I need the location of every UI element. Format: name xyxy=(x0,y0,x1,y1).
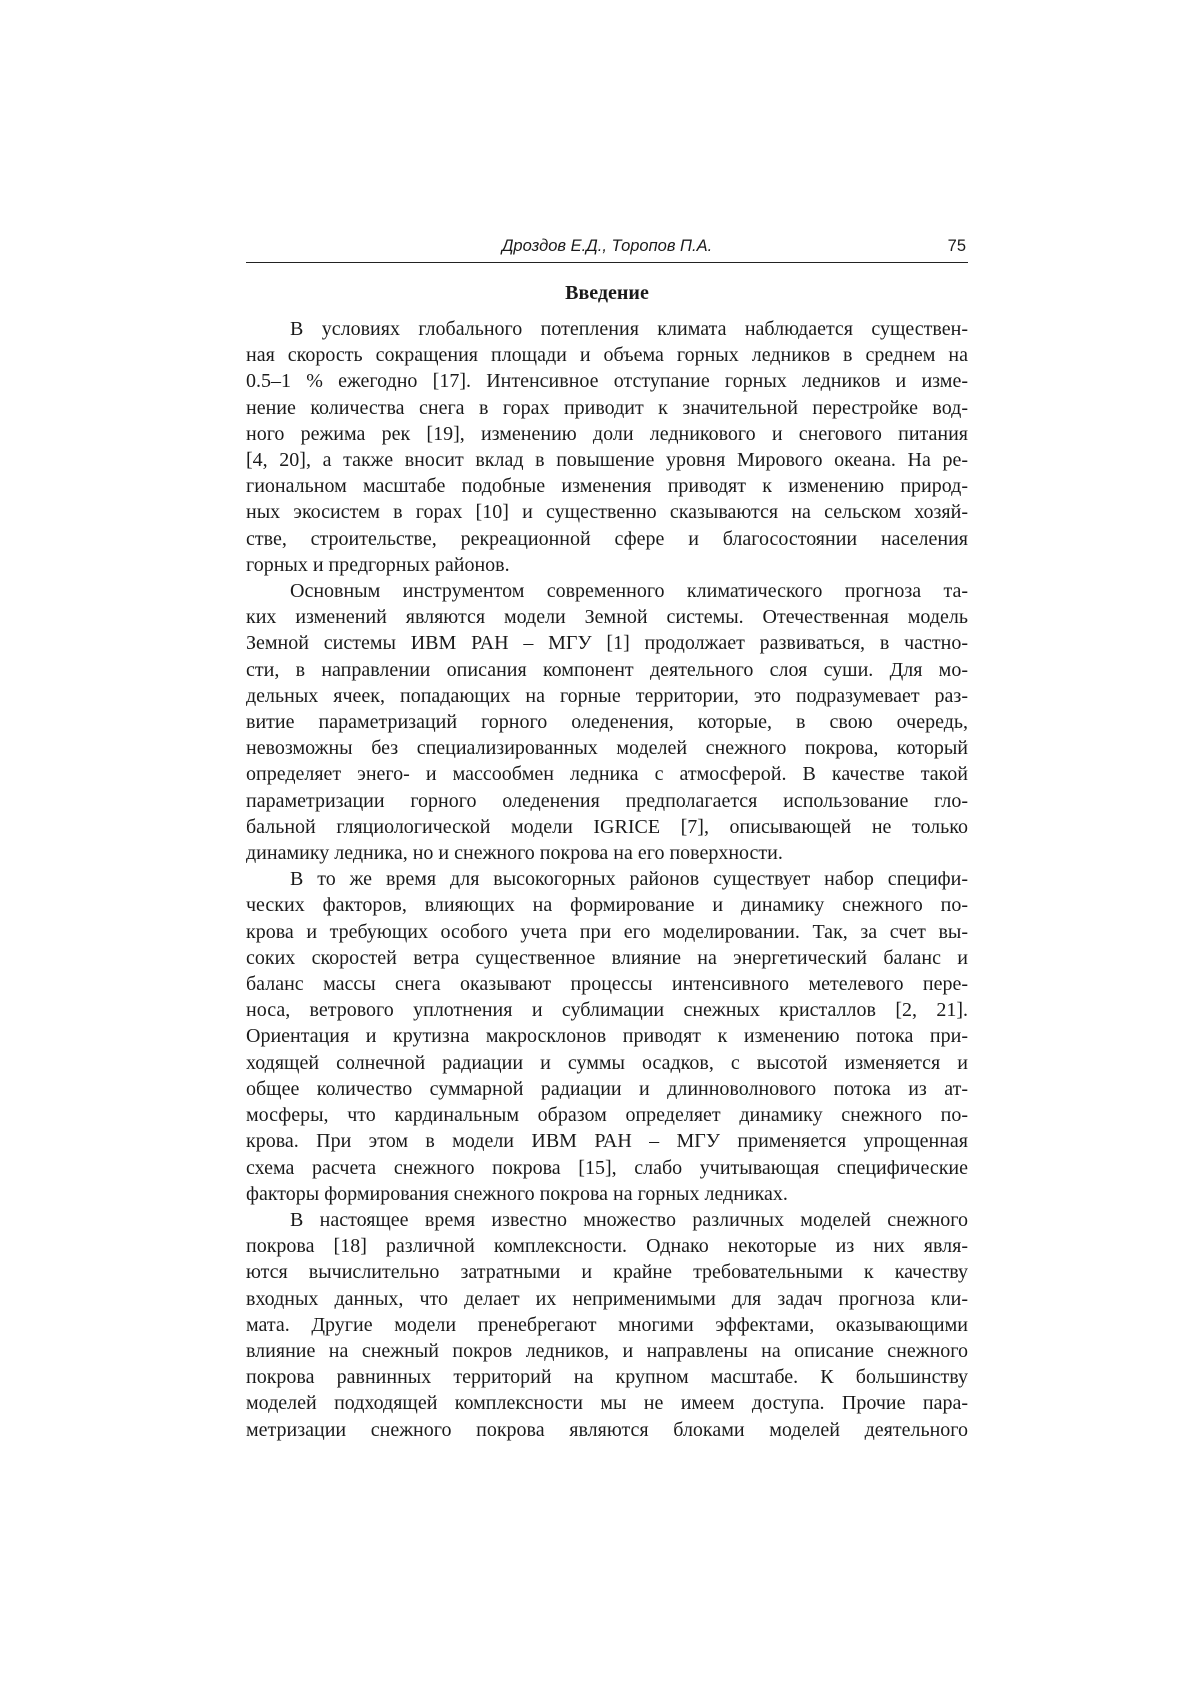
text-line: входных данных, что делает их неприменимыми для задач прогноза кли- xyxy=(246,1287,968,1310)
text-line: мата. Другие модели пренебрегают многими эффектами, оказывающими xyxy=(246,1313,968,1336)
text-line: Основным инструментом современного климатического прогноза та- xyxy=(290,580,968,603)
text-line: бальной гляциологической модели IGRICE [7], описывающей не только xyxy=(246,815,968,838)
text-line: факторы формирования снежного покрова на горных ледниках. xyxy=(246,1182,788,1205)
page-number: 75 xyxy=(947,237,966,255)
text-line: 0.5–1 % ежегодно [17]. Интенсивное отступание горных ледников и изме- xyxy=(246,370,968,393)
text-line: ных экосистем в горах [10] и существенно сказываются на сельском хозяй- xyxy=(246,501,968,524)
paragraph-3 xyxy=(246,866,968,1207)
text-line: гиональном масштабе подобные изменения приводят к изменению природ- xyxy=(246,475,968,498)
text-line: носа, ветрового уплотнения и сублимации снежных кристаллов [2, 21]. xyxy=(246,999,968,1022)
text-line: динамику ледника, но и снежного покрова на его поверхности. xyxy=(246,842,783,865)
text-line: покрова равнинных территорий на крупном масштабе. К большинству xyxy=(246,1366,968,1389)
text-line: крова. При этом в модели ИВМ РАН – МГУ применяется упрощенная xyxy=(246,1130,968,1153)
body-text xyxy=(246,316,968,1443)
text-line: ного режима рек [19], изменению доли ледникового и снегового питания xyxy=(246,422,968,445)
text-line: параметризации горного оледенения предполагается использование гло- xyxy=(246,789,968,812)
text-line: ческих факторов, влияющих на формирование и динамику снежного по- xyxy=(246,894,968,917)
text-line: моделей подходящей комплексности мы не имеем доступа. Прочие пара- xyxy=(246,1392,968,1415)
text-line: ких изменений являются модели Земной системы. Отечественная модель xyxy=(246,606,968,629)
text-line: сти, в направлении описания компонент деятельного слоя суши. Для мо- xyxy=(246,658,968,681)
text-line: баланс массы снега оказывают процессы интенсивного метелевого пере- xyxy=(246,973,968,996)
text-line: общее количество суммарной радиации и длинноволнового потока из ат- xyxy=(246,1077,968,1100)
text-line: схема расчета снежного покрова [15], слабо учитывающая специфические xyxy=(246,1156,968,1179)
text-line: Земной системы ИВМ РАН – МГУ [1] продолжает развиваться, в частно- xyxy=(246,632,968,655)
section-title: Введение xyxy=(565,282,649,304)
text-line: ходящей солнечной радиации и суммы осадков, с высотой изменяется и xyxy=(246,1051,968,1074)
text-line: горных и предгорных районов. xyxy=(246,553,510,576)
text-line: соких скоростей ветра существенное влияние на энергетический баланс и xyxy=(246,946,968,969)
text-line: влияние на снежный покров ледников, и направлены на описание снежного xyxy=(246,1339,968,1362)
text-line: нение количества снега в горах приводит к значительной перестройке вод- xyxy=(246,396,968,419)
text-line: В условиях глобального потепления климата наблюдается существен- xyxy=(290,318,968,340)
text-line: В то же время для высокогорных районов существует набор специфи- xyxy=(290,868,968,891)
text-line: В настоящее время известно множество различных моделей снежного xyxy=(290,1208,968,1231)
text-line: покрова [18] различной комплексности. Однако некоторые из них явля- xyxy=(246,1235,968,1258)
text-line: ная скорость сокращения площади и объема горных ледников в среднем на xyxy=(246,344,968,367)
text-line: метризации снежного покрова являются блоками моделей деятельного xyxy=(246,1418,968,1441)
text-line: [4, 20], а также вносит вклад в повышение уровня Мирового океана. На ре- xyxy=(246,449,968,472)
running-header xyxy=(246,236,968,263)
text-line: ются вычислительно затратными и крайне требовательными к качеству xyxy=(246,1261,968,1284)
text-line: мосферы, что кардинальным образом определяет динамику снежного по- xyxy=(246,1104,968,1127)
text-line: крова и требующих особого учета при его моделировании. Так, за счет вы- xyxy=(246,920,968,943)
paragraph-1 xyxy=(246,316,968,578)
running-header-authors: Дроздов Е.Д., Торопов П.А. xyxy=(501,237,713,255)
text-line: дельных ячеек, попадающих на горные территории, это подразумевает раз- xyxy=(246,684,968,707)
text-line: определяет энего- и массообмен ледника с атмосферой. В качестве такой xyxy=(246,763,968,786)
paragraph-2 xyxy=(246,578,968,866)
paragraph-4 xyxy=(246,1207,968,1443)
text-line: стве, строительстве, рекреационной сфере и благосостоянии населения xyxy=(246,527,968,550)
text-line: витие параметризаций горного оледенения, которые, в свою очередь, xyxy=(246,711,968,734)
text-line: Ориентация и крутизна макросклонов приводят к изменению потока при- xyxy=(246,1025,968,1048)
text-line: невозможны без специализированных моделей снежного покрова, который xyxy=(246,737,968,760)
